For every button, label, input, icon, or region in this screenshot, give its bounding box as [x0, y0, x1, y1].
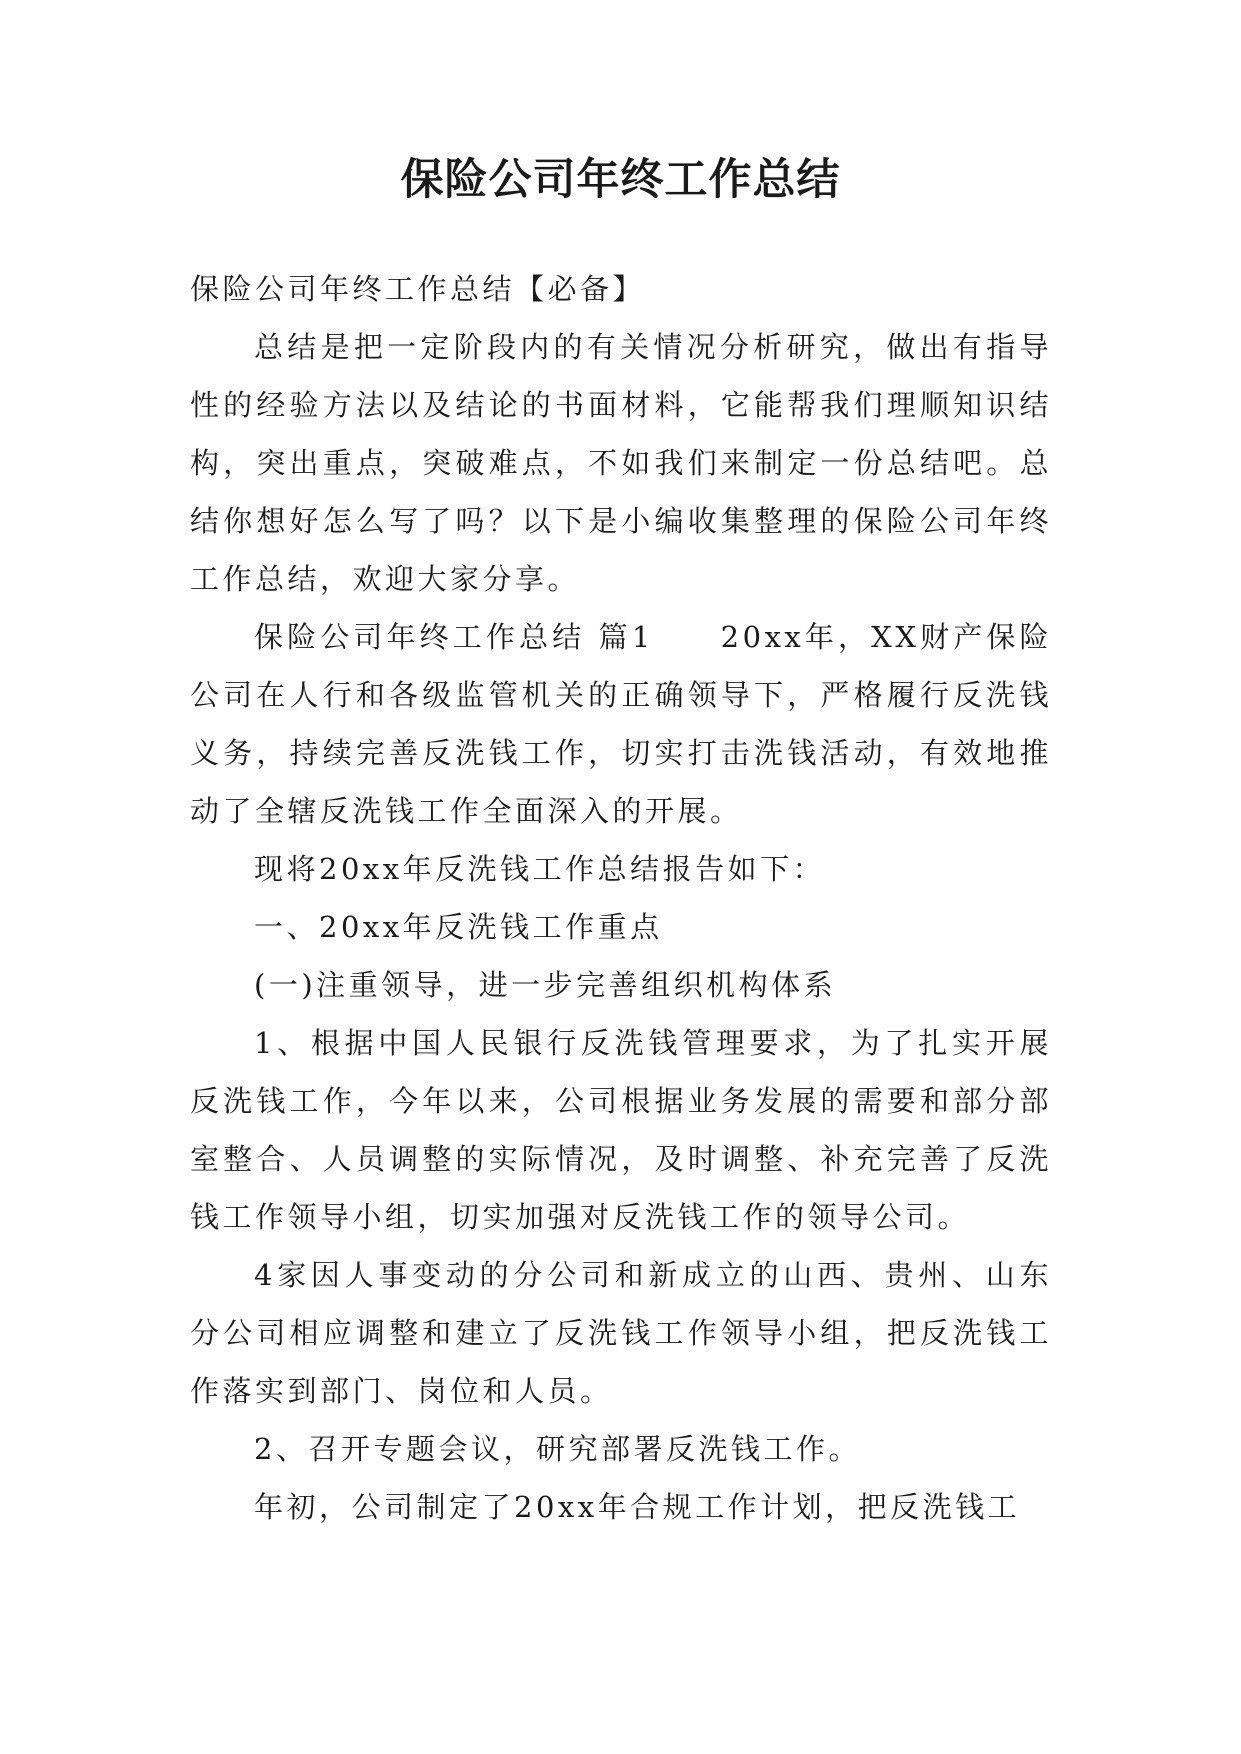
document-title: 保险公司年终工作总结 [400, 155, 841, 205]
subsection-heading: (一)注重领导，进一步完善组织机构体系 [254, 968, 837, 1002]
document-body [190, 260, 1052, 1536]
body-paragraph: 2、召开专题会议，研究部署反洗钱工作。 [254, 1432, 861, 1466]
body-paragraph: 年初，公司制定了20xx年合规工作计划，把反洗钱工 [254, 1490, 1021, 1524]
subtitle-paragraph: 保险公司年终工作总结【必备】 [190, 272, 646, 306]
body-paragraph: 1、根据中国人民银行反洗钱管理要求，为了扎实开展反洗钱工作，今年以来，公司根据业务发展的需要和部分部室整合、人员调整的实际情况，及时调整、补充完善了反洗钱工作领导小组，切实加强对反洗钱工作的领导公司。 [190, 1026, 1052, 1234]
body-paragraph: 保险公司年终工作总结 篇1 20xx年，XX财产保险公司在人行和各级监管机关的正确领导下，严格履行反洗钱义务，持续完善反洗钱工作，切实打击洗钱活动，有效地推动了全辖反洗钱工作全面深入的开展。 [190, 620, 1052, 828]
body-paragraph: 总结是把一定阶段内的有关情况分析研究，做出有指导性的经验方法以及结论的书面材料，它能帮我们理顺知识结构，突出重点，突破难点，不如我们来制定一份总结吧。总结你想好怎么写了吗？以下是小编收集整理的保险公司年终工作总结，欢迎大家分享。 [190, 330, 1052, 596]
section-heading: 一、20xx年反洗钱工作重点 [254, 910, 663, 944]
body-paragraph: 4家因人事变动的分公司和新成立的山西、贵州、山东分公司相应调整和建立了反洗钱工作领导小组，把反洗钱工作落实到部门、岗位和人员。 [190, 1258, 1052, 1408]
body-paragraph: 现将20xx年反洗钱工作总结报告如下： [254, 852, 826, 886]
